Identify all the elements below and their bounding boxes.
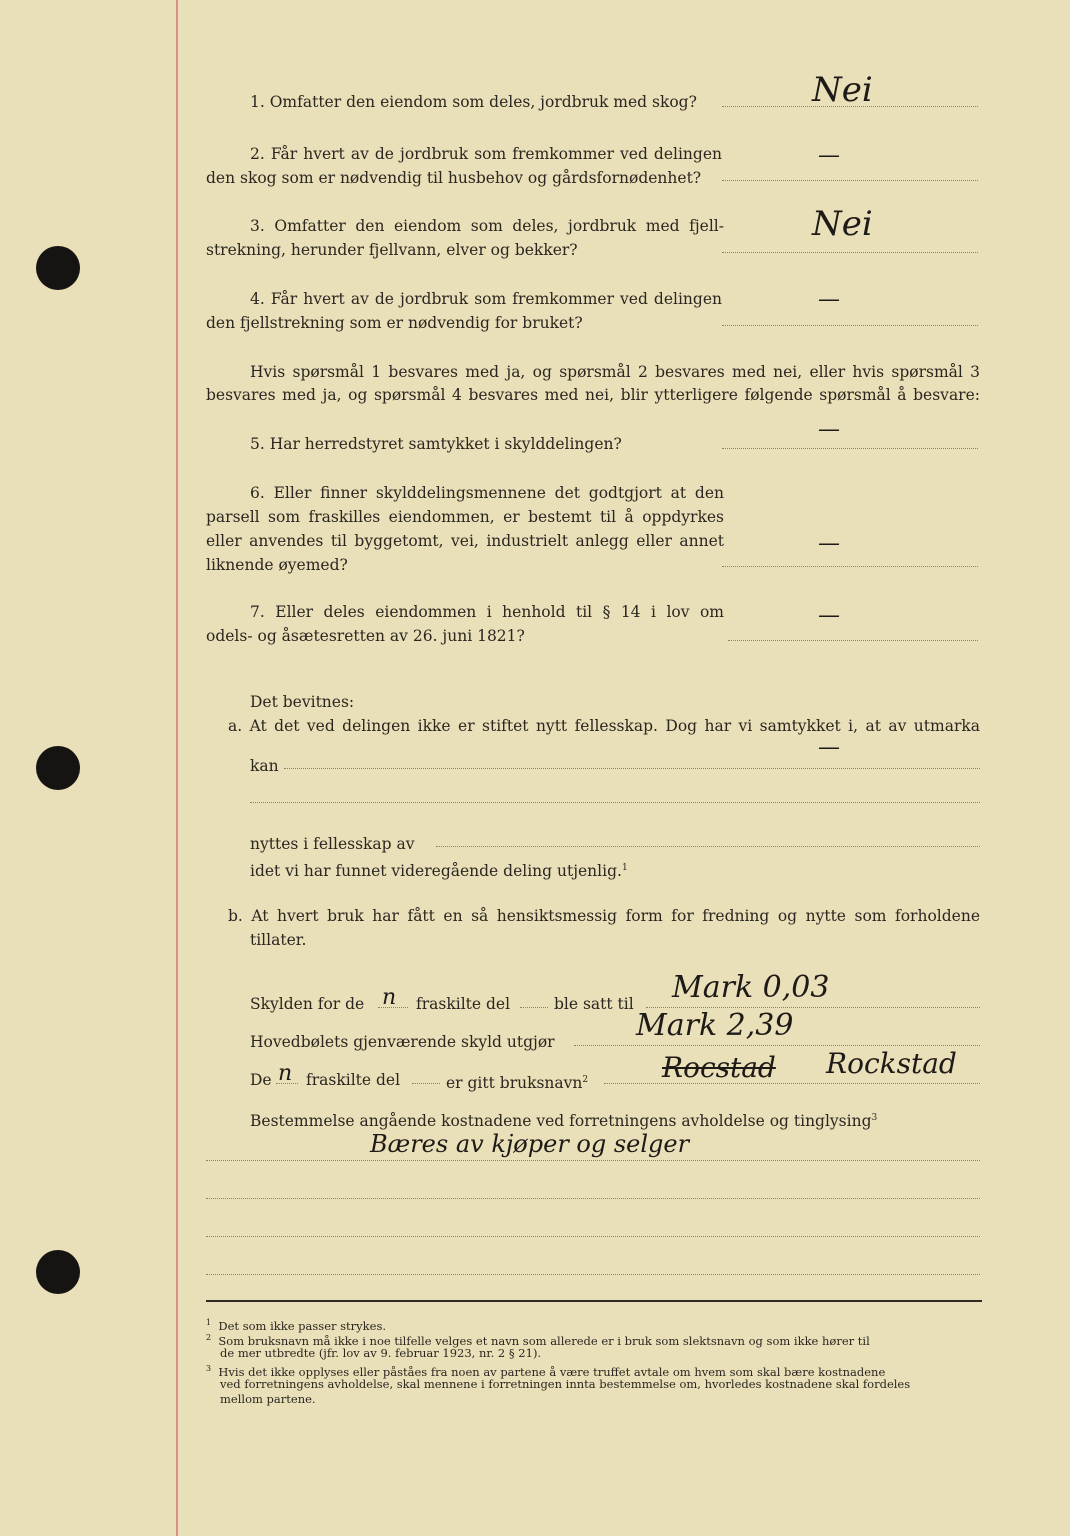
footnote-3-text-1: Hvis det ikke opplyses eller påståes fra noen av partene å være truffet avtale om hvem som skal bære kostnadene bbox=[218, 1364, 886, 1379]
answer-line-6 bbox=[722, 566, 978, 567]
answer-line-5 bbox=[722, 448, 978, 449]
answer-4-handwritten: — bbox=[818, 287, 840, 312]
skyld-row-1-fill-2-line bbox=[520, 1007, 548, 1008]
question-3-line-1: 3. Omfatter den eiendom som deles, jordbruk med fjell- bbox=[250, 217, 724, 235]
question-2-line-2: den skog som er nødvendig til husbehov og gårdsfornødenhet? bbox=[206, 169, 702, 187]
skyld-row-1-label-b: fraskilte del bbox=[416, 995, 511, 1013]
question-6-line-4: liknende øyemed? bbox=[206, 556, 348, 574]
nyttes-line bbox=[436, 846, 980, 847]
skyld-row-3-label-a: De bbox=[250, 1071, 272, 1089]
certification-a-idet-text: idet vi har funnet videregående deling utjenlig. bbox=[250, 862, 622, 881]
skyld-row-1-label-c: ble satt til bbox=[554, 995, 634, 1013]
skyld-row-3-label-b: fraskilte del bbox=[306, 1071, 401, 1089]
punch-hole-middle bbox=[36, 746, 80, 790]
skyld-row-3-value-line bbox=[604, 1083, 980, 1084]
skyld-row-3-fill-2-line bbox=[412, 1083, 440, 1084]
skyld-row-3-struck-name: Rocstad bbox=[662, 1051, 776, 1084]
footnote-3-line-3: mellom partene. bbox=[220, 1392, 316, 1406]
punch-hole-top bbox=[36, 246, 80, 290]
question-7-line-2: odels- og åsætesretten av 26. juni 1821? bbox=[206, 627, 525, 645]
answer-line-3 bbox=[722, 252, 978, 253]
question-7-line-1: 7. Eller deles eiendommen i henhold til § 14 i lov om bbox=[250, 603, 724, 621]
skyld-row-1-fill-1: n bbox=[382, 985, 397, 1010]
answer-line-4 bbox=[722, 325, 978, 326]
skyld-row-1-value: Mark 0,03 bbox=[672, 970, 830, 1005]
certification-a-kan: kan bbox=[250, 757, 279, 775]
certification-a-idet bbox=[250, 856, 628, 883]
footnote-3-line-2: ved forretningens avholdelse, skal mennene i forretningen innta bestemmelse om, hvorledes kostnadene skal fordeles bbox=[220, 1377, 911, 1391]
skyld-row-1-label-a: Skylden for de bbox=[250, 995, 365, 1013]
footnote-ref-1: 1 bbox=[621, 863, 628, 873]
answer-2-handwritten: — bbox=[818, 143, 840, 168]
footnote-2-number: 2 bbox=[206, 1333, 212, 1342]
footnote-2-text-1: Som bruksnavn må ikke i noe tilfelle velges et navn som allerede er i bruk som slektsnavn og som ikke hører til bbox=[218, 1333, 870, 1348]
skyld-row-3-fill-1: n bbox=[278, 1061, 293, 1086]
punch-hole-bottom bbox=[36, 1250, 80, 1294]
footnote-3-number: 3 bbox=[206, 1364, 212, 1373]
skyld-row-2-value-line bbox=[574, 1045, 980, 1046]
answer-line-2 bbox=[722, 180, 978, 181]
question-6-line-1: 6. Eller finner skylddelingsmennene det godtgjort at den bbox=[250, 484, 724, 502]
question-4-line-1: 4. Får hvert av de jordbruk som fremkommer ved delingen bbox=[250, 290, 722, 308]
margin-line bbox=[176, 0, 178, 1536]
answer-line-7 bbox=[728, 640, 978, 641]
utmark-line-2 bbox=[250, 802, 980, 803]
answer-5-handwritten: — bbox=[818, 417, 840, 442]
answer-7-handwritten: — bbox=[818, 603, 840, 628]
costs-line-1 bbox=[206, 1160, 980, 1161]
skyld-row-3-label-c-text: er gitt bruksnavn bbox=[446, 1074, 583, 1093]
skyld-row-3-label-c bbox=[446, 1068, 588, 1095]
footnote-1-text: Det som ikke passer strykes. bbox=[218, 1318, 386, 1333]
certification-heading: Det bevitnes: bbox=[250, 693, 355, 711]
conditional-line-1: Hvis spørsmål 1 besvares med ja, og spørsmål 2 besvares med nei, eller hvis spørsmål 3 bbox=[250, 363, 980, 381]
footnote-1-number: 1 bbox=[206, 1318, 212, 1327]
certification-a-line-1: a. At det ved delingen ikke er stiftet nytt fellesskap. Dog har vi samtykket i, at av utmarka bbox=[228, 717, 980, 735]
costs-answer-handwritten: Bæres av kjøper og selger bbox=[370, 1130, 690, 1158]
utmark-answer-handwritten: — bbox=[818, 735, 840, 760]
footnote-ref-3: 3 bbox=[871, 1113, 878, 1123]
costs-label-text: Bestemmelse angående kostnadene ved forretningens avholdelse og tinglysing bbox=[250, 1112, 872, 1131]
question-1: 1. Omfatter den eiendom som deles, jordbruk med skog? bbox=[250, 93, 697, 111]
costs-line-3 bbox=[206, 1236, 980, 1237]
question-6-line-3: eller anvendes til byggetomt, vei, industrielt anlegg eller annet bbox=[206, 532, 724, 550]
question-2-line-1: 2. Får hvert av de jordbruk som fremkommer ved delingen bbox=[250, 145, 722, 163]
question-5: 5. Har herredstyret samtykket i skylddelingen? bbox=[250, 435, 622, 453]
question-3-line-2: strekning, herunder fjellvann, elver og bekker? bbox=[206, 241, 578, 259]
answer-1-handwritten: Nei bbox=[812, 70, 873, 110]
costs-line-4 bbox=[206, 1274, 980, 1275]
answer-6-handwritten: — bbox=[818, 531, 840, 556]
question-6-line-2: parsell som fraskilles eiendommen, er bestemt til å oppdyrkes bbox=[206, 508, 724, 526]
skyld-row-2-value: Mark 2,39 bbox=[636, 1008, 794, 1043]
certification-a-nyttes: nyttes i fellesskap av bbox=[250, 835, 415, 853]
question-4-line-2: den fjellstrekning som er nødvendig for bruket? bbox=[206, 314, 583, 332]
certification-b-line-1: b. At hvert bruk har fått en så hensiktsmessig form for fredning og nytte som forholdene bbox=[228, 907, 980, 925]
costs-line-2 bbox=[206, 1198, 980, 1199]
utmark-line-1 bbox=[284, 768, 980, 769]
answer-3-handwritten: Nei bbox=[812, 204, 873, 244]
skyld-row-3-value: Rockstad bbox=[826, 1047, 957, 1080]
footnote-ref-2: 2 bbox=[582, 1075, 589, 1085]
conditional-line-2: besvares med ja, og spørsmål 4 besvares med nei, blir ytterligere følgende spørsmål å besvare: bbox=[206, 386, 980, 404]
footnote-2-line-2: de mer utbredte (jfr. lov av 9. februar 1923, nr. 2 § 21). bbox=[220, 1346, 542, 1360]
certification-b-line-2: tillater. bbox=[250, 931, 307, 949]
footnote-rule bbox=[206, 1300, 982, 1302]
skyld-row-2-label: Hovedbølets gjenværende skyld utgjør bbox=[250, 1033, 555, 1051]
